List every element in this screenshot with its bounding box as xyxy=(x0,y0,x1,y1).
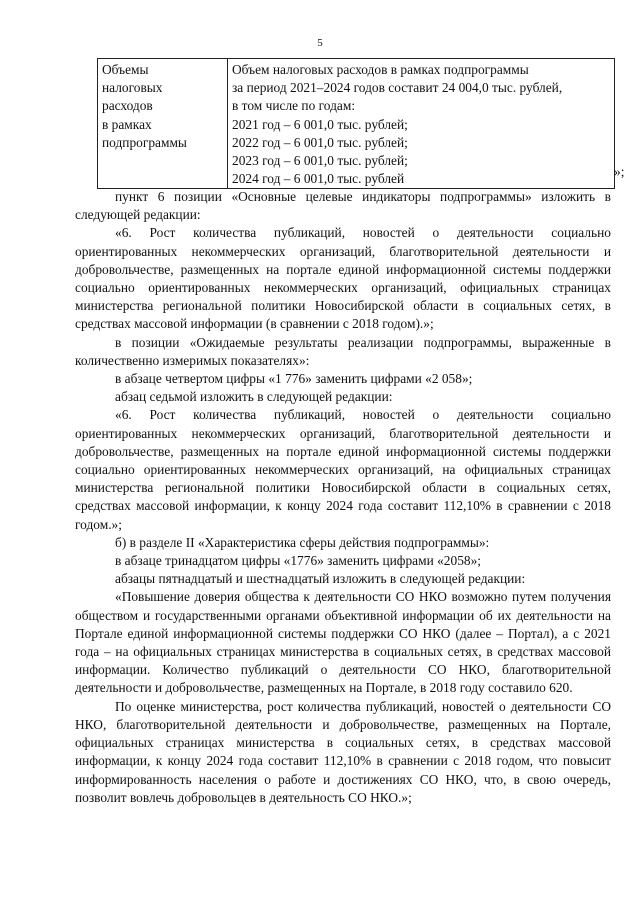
paragraph: «6. Рост количества публикаций, новостей о деятельности социально ориентированных некоммерческих организаций, благотворительной деятельности и добровольчестве, размещенных на портале единой информационной системы поддержки социально ориентированных некоммерческих организаций, официальных страницах министерства региональной политики Новосибирской области в социальных сетях, в средствах массовой информации (в сравнении с 2018 годом).»; xyxy=(75,225,611,332)
label-line: подпрограммы xyxy=(102,134,187,150)
value-line: 2021 год – 6 001,0 тыс. рублей; xyxy=(232,116,408,132)
paragraph: пункт 6 позиции «Основные целевые индикаторы подпрограммы» изложить в следующей редакции: xyxy=(75,189,611,223)
document-body xyxy=(75,188,611,807)
paragraph: абзац седьмой изложить в следующей редакции: xyxy=(115,389,393,405)
table-label-cell xyxy=(98,59,228,189)
table-row xyxy=(98,59,615,189)
label-line: налоговых xyxy=(102,80,163,96)
value-line: 2023 год – 6 001,0 тыс. рублей; xyxy=(232,153,408,169)
paragraph: По оценке министерства, рост количества публикаций, новостей о деятельности СО НКО, благотворительной деятельности и добровольчестве, размещенных на Портале, официальных страницах министерства в социальных сетях, в средствах массовой информации, к концу 2024 года составит 112,10% в сравнении с 2018 годом, что повысит информированность населения о работе и достижениях СО НКО, что, в свою очередь, позволит вовлечь добровольцев в деятельность СО НКО.»; xyxy=(75,698,611,805)
value-line: в том числе по годам: xyxy=(232,98,356,114)
paragraph: в позиции «Ожидаемые результаты реализации подпрограммы, выраженные в количественно измеримых показателях»: xyxy=(75,334,611,368)
value-line: Объем налоговых расходов в рамках подпрограммы xyxy=(232,62,529,77)
table-value-cell xyxy=(228,59,615,189)
value-line: 2024 год – 6 001,0 тыс. рублей xyxy=(232,171,405,187)
value-line: 2022 год – 6 001,0 тыс. рублей; xyxy=(232,134,408,150)
label-line: расходов xyxy=(102,98,153,114)
paragraph: б) в разделе II «Характеристика сферы действия подпрограммы»: xyxy=(115,534,490,550)
table-closing-quote: »; xyxy=(614,164,625,179)
paragraph: «Повышение доверия общества к деятельности СО НКО возможно путем получения обществом и государственными органами объективной информации об их деятельности на Портале единой информационной системы поддержки СО НКО (далее – Портал), а с 2021 года – на официальных страницах министерства в социальных сетях, в средствах массовой информации. Количество публикаций о деятельности СО НКО, благотворительной деятельности и добровольчестве, размещенных на Портале, в 2018 году составило 620. xyxy=(75,589,611,696)
value-line: за период 2021–2024 годов составит 24 004,0 тыс. рублей, xyxy=(232,80,563,96)
label-line: в рамках xyxy=(102,116,152,132)
paragraph: в абзаце тринадцатом цифры «1776» заменить цифрами «2058»; xyxy=(115,553,481,569)
label-line: Объемы xyxy=(102,62,149,77)
paragraph: в абзаце четвертом цифры «1 776» заменить цифрами «2 058»; xyxy=(115,371,473,387)
subprogram-table xyxy=(97,58,615,189)
page-number: 5 xyxy=(317,37,323,49)
paragraph: абзацы пятнадцатый и шестнадцатый изложить в следующей редакции: xyxy=(115,571,526,587)
paragraph: «6. Рост количества публикаций, новостей о деятельности социально ориентированных некоммерческих организаций, благотворительной деятельности и добровольчестве, размещенных на портале единой информационной системы поддержки социально ориентированных некоммерческих организаций, на официальных страницах министерства региональной политики Новосибирской области в социальных сетях, средствах массовой информации, к концу 2024 года составит 112,10% в сравнении с 2018 годом.»; xyxy=(75,407,611,532)
